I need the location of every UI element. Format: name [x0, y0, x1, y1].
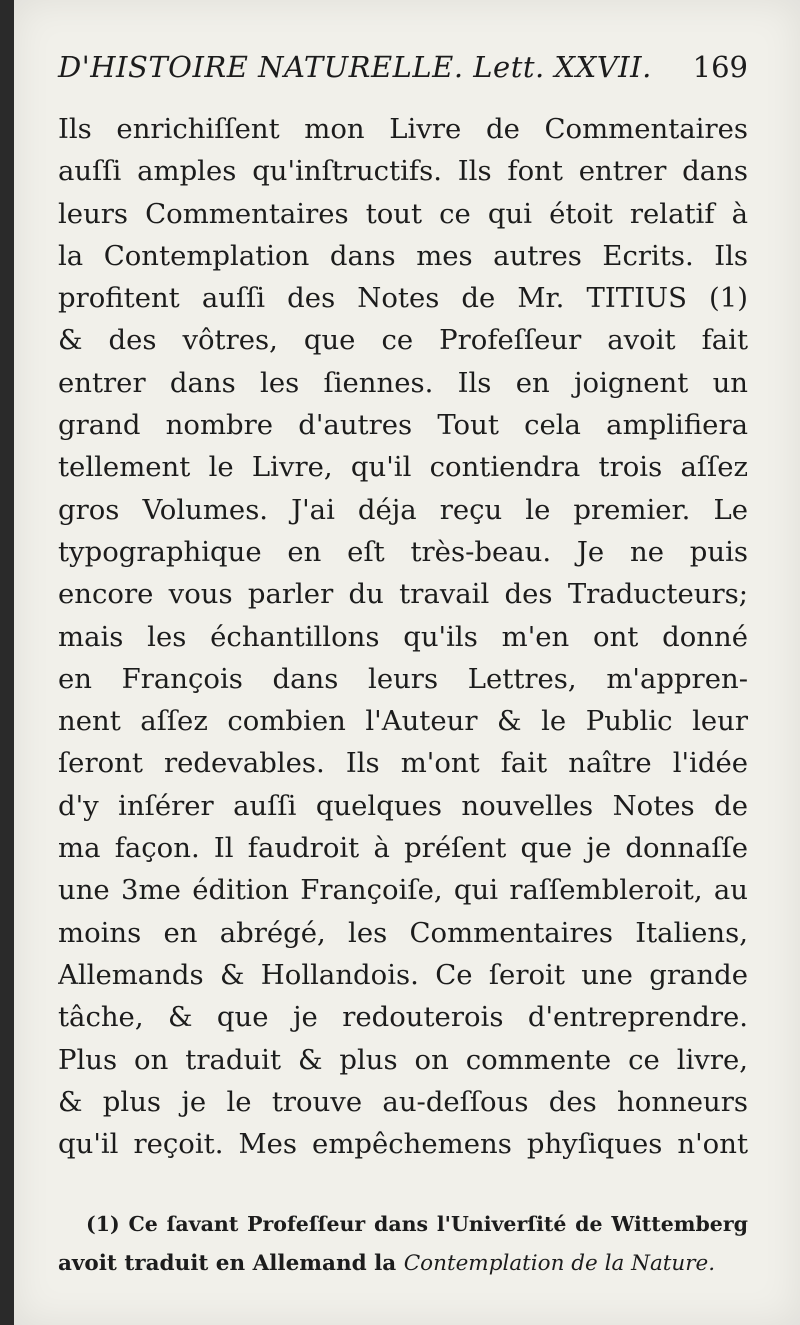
running-head: D'HISTOIRE NATURELLE. Lett. XXVII. — [58, 50, 652, 84]
footnote-title: Contemplation de la Nature. — [403, 1251, 716, 1276]
page-number: 169 — [692, 50, 748, 84]
text-line: la Contemplation dans mes autres Ecrits. Ils — [58, 239, 748, 272]
text-line: entrer dans les ſiennes. Ils en joignent un — [58, 366, 748, 399]
text-line: tâche, & que je redouterois d'entreprendre. — [58, 1001, 748, 1034]
text-line: auſſi amples qu'inſtructifs. Ils font entrer dans — [58, 155, 748, 188]
text-line: & plus je le trouve au-deſſous des honneurs — [58, 1085, 748, 1118]
text-line: moins en abrégé, les Commentaires Italiens, — [58, 916, 748, 949]
footnote — [58, 1204, 748, 1284]
text-line: qu'il reçoit. Mes empêchemens phyſiques n'ont — [58, 1128, 748, 1161]
text-line: encore vous parler du travail des Traducteurs; — [58, 578, 748, 611]
book-page — [14, 0, 800, 1325]
text-line: leurs Commentaires tout ce qui étoit relatif à — [58, 197, 748, 230]
text-line: grand nombre d'autres Tout cela amplifiera — [58, 409, 748, 442]
text-line: une 3me édition Françoiſe, qui raſſembleroit, au — [58, 874, 748, 907]
text-line: tellement le Livre, qu'il contiendra trois aſſez — [58, 451, 748, 484]
text-line: Plus on traduit & plus on commente ce livre, — [58, 1043, 748, 1076]
text-line: en François dans leurs Lettres, m'appren- — [58, 662, 748, 695]
text-line: & des vôtres, que ce Profeſſeur avoit fait — [58, 324, 748, 357]
text-line: profitent auſſi des Notes de Mr. TITIUS (1) — [58, 282, 748, 315]
text-line: mais les échantillons qu'ils m'en ont donné — [58, 620, 748, 653]
text-line: Ils enrichiſſent mon Livre de Commentaires — [58, 113, 748, 145]
text-line: ma façon. Il faudroit à préſent que je donnaſſe — [58, 832, 748, 865]
text-line: gros Volumes. J'ai déja reçu le premier. Le — [58, 493, 748, 526]
text-line: typographique en eſt très-beau. Je ne puis — [58, 535, 748, 568]
text-line: ſeront redevables. Ils m'ont fait naître l'idée — [58, 747, 748, 780]
footnote-line — [58, 1244, 748, 1284]
text-line: Allemands & Hollandois. Ce ſeroit une grande — [58, 958, 748, 991]
footnote-text: avoit traduit en Allemand la — [58, 1251, 404, 1276]
page-header — [58, 44, 748, 94]
text-line: d'y inſérer auſſi quelques nouvelles Notes de — [58, 789, 748, 822]
body-text — [58, 108, 748, 1165]
footnote-line: (1) Ce ſavant Profeſſeur dans l'Univerſité de Wittemberg — [86, 1212, 748, 1236]
text-line: nent aſſez combien l'Auteur & le Public leur — [58, 705, 748, 738]
